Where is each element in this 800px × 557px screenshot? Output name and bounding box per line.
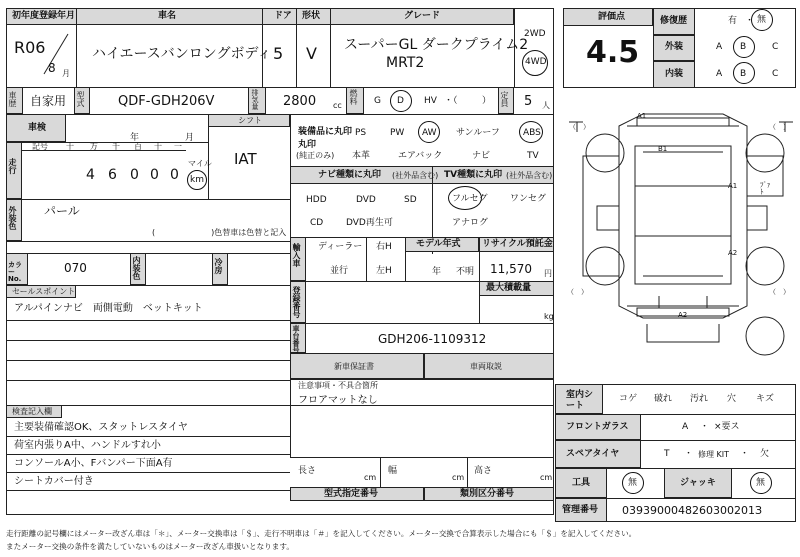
- dim-height-unit: cm: [540, 473, 553, 482]
- svg-text:（ ）: （ ）: [769, 123, 790, 131]
- mileage-digit-3: 0: [130, 167, 139, 183]
- type-no-label: 型式指定番号: [324, 489, 379, 499]
- mileage-digit-2: 6: [108, 167, 117, 183]
- manual: 車両取説: [470, 362, 502, 371]
- navi-dvd: DVD: [356, 195, 376, 205]
- mileage-unit-6: 一: [174, 142, 182, 151]
- equip-sunroof: サンルーフ: [456, 128, 500, 138]
- glass-x: ×要ス: [714, 422, 740, 432]
- diagram-mark-b1: B1: [658, 145, 668, 153]
- shift-value: IAT: [234, 150, 257, 168]
- mileage-digit-4: 0: [150, 167, 159, 183]
- displacement-label: 排気量: [251, 89, 259, 110]
- reg-no-label: 登録番号: [292, 286, 301, 318]
- tv-fullseg: フルセグ: [452, 194, 488, 204]
- equipment-maru: 丸印: [298, 140, 317, 150]
- color-no-label: カラーNo.: [8, 261, 22, 283]
- interior-label: 内装色: [132, 256, 141, 280]
- year-era: R06: [14, 38, 46, 57]
- tools-label: 工具: [572, 478, 591, 488]
- year-month-unit: 月: [62, 69, 70, 78]
- seat-item-3: 汚れ: [690, 394, 709, 404]
- sales-point-value: アルパインナビ 両側電動 ベットキット: [14, 303, 203, 314]
- diagram-mark-a2-right: A2: [728, 249, 738, 257]
- ext-a: A: [716, 42, 723, 52]
- tv-oneseg: ワンセグ: [510, 194, 547, 204]
- chassis-label: 車台番号: [292, 325, 300, 353]
- usage-value: 自家用: [30, 94, 67, 108]
- import-label: 輸入車: [292, 243, 301, 267]
- model-year-label: モデル年式: [416, 239, 461, 249]
- car-name: ハイエースバンロングボディ: [92, 46, 272, 62]
- year-month: 8: [48, 61, 56, 75]
- exterior-label: 外装: [665, 42, 684, 52]
- score-label: 評価点: [598, 12, 626, 22]
- seat-item-1: コゲ: [619, 394, 638, 404]
- dim-length: 長さ: [298, 466, 317, 476]
- interior-grade-label: 内装: [665, 69, 684, 79]
- mileage-unit-2: 万: [90, 142, 98, 151]
- mileage-digit-5: 0: [170, 167, 179, 183]
- fuel-d: D: [397, 96, 404, 106]
- fuel-close: ）: [482, 96, 492, 106]
- spare-label: スペアタイヤ: [566, 449, 620, 459]
- navi-dvd-play: DVD再生可: [346, 218, 393, 228]
- notes-label: 注意事項・不具合箇所: [298, 381, 378, 390]
- color-label: 外装色: [8, 206, 17, 230]
- repair-none: 無: [757, 15, 767, 25]
- usage-label: 車歴: [8, 91, 17, 107]
- diagram-mark-a2-bottom: A2: [678, 311, 688, 319]
- import-dealer: ディーラー: [318, 242, 363, 252]
- dim-width-unit: cm: [452, 473, 465, 482]
- max-load-label: 最大積載量: [486, 283, 532, 293]
- displacement-value: 2800: [283, 94, 317, 109]
- import-right: 右H: [376, 242, 392, 252]
- glass-a: A: [682, 422, 689, 432]
- ext-b: B: [740, 42, 747, 52]
- mgmt-label: 管理番号: [562, 505, 599, 515]
- equip-aw: AW: [422, 128, 437, 138]
- navi-sub: (社外品含む): [392, 171, 439, 180]
- equipment-label: 装備品に丸印: [298, 127, 353, 137]
- tv-label: TV種類に丸印: [444, 170, 503, 180]
- capacity-value: 5: [524, 94, 533, 109]
- cooler-label: 冷房: [214, 258, 223, 274]
- color-note: ( )色替車は色替と記入: [152, 228, 287, 237]
- mileage-km: km: [190, 175, 204, 185]
- svg-text:（ ）: （ ）: [569, 123, 590, 131]
- main-form: [6, 8, 554, 515]
- sales-point-label: セールスポイント: [12, 287, 76, 296]
- spare-dot2: ・: [740, 449, 750, 459]
- mileage-kigo: 記号: [32, 142, 48, 151]
- dim-length-unit: cm: [364, 473, 377, 482]
- capacity-label: 定員: [500, 91, 509, 107]
- model-value: QDF-GDH206V: [118, 94, 215, 109]
- navi-label: ナビ種類に丸印: [318, 170, 382, 180]
- color-value: パール: [44, 204, 80, 218]
- footnote-2: またメーター交換の条件を満たしていないものはメーター改ざん車扱いとなります。: [6, 542, 294, 551]
- svg-text:（ ）: （ ）: [567, 288, 588, 296]
- seat-item-2: 破れ: [654, 394, 673, 404]
- fuel-label: 燃料: [349, 89, 358, 105]
- fuel-dots: ・（: [444, 96, 458, 106]
- glass-dot: ・: [700, 422, 710, 432]
- drive-2wd: 2WD: [524, 29, 546, 39]
- equip-leather: 本革: [352, 151, 371, 161]
- grade-line2: MRT2: [386, 55, 425, 71]
- inspection-label: 車検: [28, 123, 47, 133]
- inspector-line-1: 主要装備確認OK、スタットレスタイヤ: [14, 422, 188, 433]
- inspection-year: 年: [130, 133, 140, 143]
- repair-yes: 有: [728, 16, 738, 26]
- diagram-mark-a1-right: A1: [728, 182, 738, 190]
- mileage-unit-1: 十: [66, 142, 74, 151]
- diagram-mark-a1-top: A1: [637, 112, 647, 120]
- equip-airbag: エアバック: [398, 151, 443, 161]
- new-warranty: 新車保証書: [334, 362, 374, 371]
- import-parallel: 並行: [330, 266, 349, 276]
- mileage-mile: マイル: [188, 159, 212, 168]
- mgmt-value: 0393900048260300201З: [622, 504, 763, 517]
- capacity-unit: 人: [542, 101, 550, 110]
- model-year-year: 年: [432, 267, 442, 277]
- shape-label: 形状: [302, 11, 321, 21]
- class-no-label: 類別区分番号: [460, 489, 515, 499]
- int-b: B: [740, 69, 747, 79]
- tv-analog: アナログ: [452, 218, 489, 228]
- spare-t: T: [664, 449, 670, 459]
- year-label: 初年度登録年月: [12, 11, 76, 21]
- int-a: A: [716, 69, 723, 79]
- equipment-sub: (純正のみ): [296, 151, 335, 160]
- inspector-line-4: シートカバー付き: [14, 476, 94, 487]
- door-label: ドア: [274, 11, 292, 21]
- grade-label: グレード: [404, 11, 441, 21]
- mileage-unit-5: 十: [154, 142, 162, 151]
- dim-width: 幅: [388, 466, 398, 476]
- equip-abs: ABS: [523, 128, 541, 138]
- jack-label: ジャッキ: [680, 478, 716, 488]
- repair-dot: ・: [745, 16, 755, 26]
- recycle-value: 11,570: [490, 262, 532, 276]
- spare-none: 欠: [760, 449, 770, 459]
- color-no-value: 070: [64, 261, 87, 275]
- jack-value: 無: [756, 478, 766, 488]
- door-value: 5: [273, 44, 284, 63]
- navi-sd: SD: [404, 195, 417, 205]
- grade-line1: スーパーGL ダークプライム2: [344, 37, 529, 53]
- displacement-unit: cc: [333, 101, 342, 110]
- inspector-label: 検査記入欄: [12, 407, 52, 416]
- equip-tv: TV: [527, 151, 539, 161]
- score-value: 4.5: [586, 35, 640, 70]
- mileage-digit-1: 4: [86, 167, 95, 183]
- equip-ps: PS: [355, 128, 367, 138]
- model-year-unknown: 不明: [456, 267, 475, 277]
- equip-pw: PW: [390, 128, 405, 138]
- spare-kit: 修理 KIT: [698, 450, 730, 459]
- footnote-1: 走行距離の記号欄にはメーター改ざん車は「＊」、メーター交換車は「＄」、走行不明車は「＃」を記入してください。メーター交換で合算表示した場合にも「＄」を記入してください。: [6, 529, 637, 538]
- inspection-month: 月: [185, 133, 195, 143]
- chassis-value: GDH206-1109312: [378, 332, 487, 346]
- shift-label: シフト: [238, 116, 262, 125]
- navi-hdd: HDD: [306, 195, 327, 205]
- svg-text:（ ）: （ ）: [769, 288, 790, 296]
- navi-cd: CD: [310, 218, 324, 228]
- seat-item-5: キズ: [756, 394, 774, 404]
- name-label: 車名: [158, 11, 177, 21]
- equip-navi: ナビ: [472, 151, 491, 161]
- spare-dot: ・: [684, 449, 694, 459]
- dim-height: 高さ: [474, 466, 493, 476]
- fuel-hv: HV: [424, 96, 437, 106]
- recycle-unit: 円: [544, 269, 552, 278]
- mileage-label: 走行: [8, 158, 17, 174]
- glass-label: フロントガラス: [566, 422, 629, 432]
- inspector-line-3: コンソールA小、Fバンパー下面A有: [14, 458, 173, 469]
- shape-value: V: [306, 44, 317, 63]
- repair-label: 修復歴: [660, 16, 688, 26]
- ext-c: C: [772, 42, 779, 52]
- tools-value: 無: [628, 478, 638, 488]
- int-c: C: [772, 69, 779, 79]
- seat-label: 室内シート: [566, 390, 594, 411]
- max-load-unit: kg: [544, 312, 554, 321]
- model-label: 型式: [76, 91, 85, 107]
- notes-value: フロアマットなし: [298, 395, 378, 406]
- inspector-line-2: 荷室内張りA中、ハンドルすれ小: [14, 440, 161, 451]
- tv-sub: (社外品含む): [506, 171, 553, 180]
- mileage-unit-4: 百: [134, 142, 142, 151]
- diagram-mark-pw: ﾌﾟｧ ﾄ: [760, 181, 771, 196]
- fuel-g: G: [374, 96, 381, 106]
- car-diagram: [563, 96, 799, 376]
- mileage-unit-3: 千: [112, 142, 120, 151]
- seat-item-4: 穴: [727, 394, 737, 404]
- import-left: 左H: [376, 266, 392, 276]
- drive-4wd: 4WD: [525, 57, 547, 67]
- recycle-label: リサイクル預託金: [482, 239, 553, 249]
